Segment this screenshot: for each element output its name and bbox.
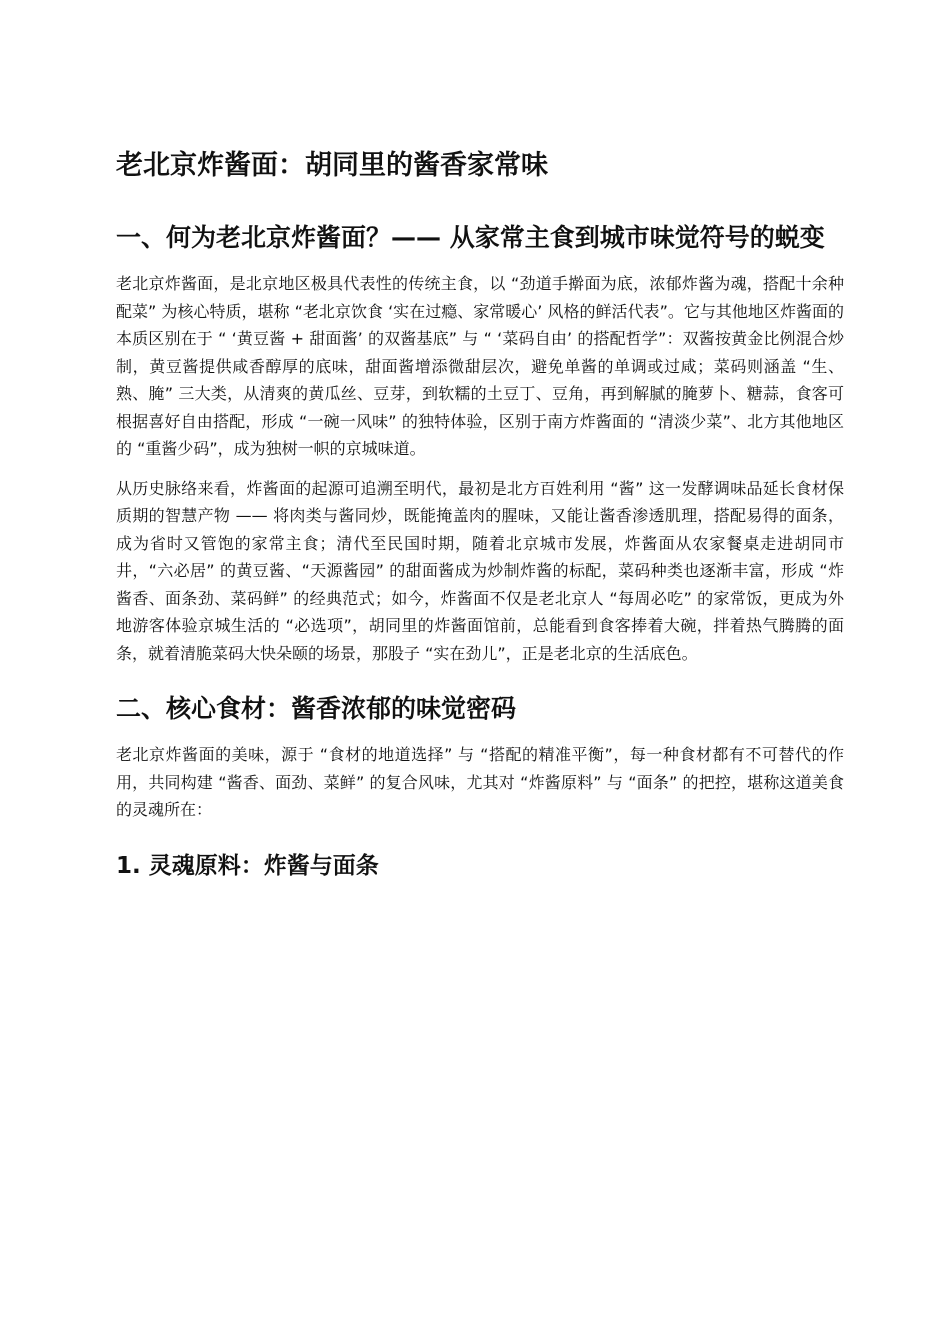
document-title: 老北京炸酱面：胡同里的酱香家常味 xyxy=(116,150,548,181)
section1-heading: 一、何为老北京炸酱面？—— 从家常主食到城市味觉符号的蜕变 xyxy=(116,223,825,252)
section1-paragraph1: 老北京炸酱面，是北京地区极具代表性的传统主食，以 “劲道手擀面为底，浓郁炸酱为魂，搭配十余种配菜” 为核心特质，堪称 “老北京饮食 ‘实在过瘾、家常暖心’ 风格的鲜活代表”。它与其他地区炸酱面的本质区别在于 “ ‘黄豆酱 + 甜面酱’ 的双酱基底” 与 “ ‘菜码自由’ 的搭配哲学”：双酱按黄金比例混合炒制，黄豆酱提供咸香醇厚的底味，甜面酱增添微甜层次，避免单酱的单调或过咸；菜码则涵盖 “生、熟、腌” 三大类，从清爽的黄瓜丝、豆芽，到软糯的土豆丁、豆角，再到解腻的腌萝卜、糖蒜，食客可根据喜好自由搭配，形成 “一碗一风味” 的独特体验，区别于南方炸酱面的 “清淡少菜”、北方其他地区的 “重酱少码”，成为独树一帜的京城味道。 xyxy=(116,274,844,458)
section2-heading: 二、核心食材：酱香浓郁的味觉密码 xyxy=(116,694,517,723)
section1-paragraph2: 从历史脉络来看，炸酱面的起源可追溯至明代，最初是北方百姓利用 “酱” 这一发酵调味品延长食材保质期的智慧产物 —— 将肉类与酱同炒，既能掩盖肉的腥味，又能让酱香渗透肌理，搭配易得的面条，成为省时又管饱的家常主食；清代至民国时期，随着北京城市发展，炸酱面从农家餐桌走进胡同市井，“六必居” 的黄豆酱、“天源酱园” 的甜面酱成为炒制炸酱的标配，菜码种类也逐渐丰富，形成 “炸酱香、面条劲、菜码鲜” 的经典范式；如今，炸酱面不仅是老北京人 “每周必吃” 的家常饭，更成为外地游客体验京城生活的 “必选项”，胡同里的炸酱面馆前，总能看到食客捧着大碗，拌着热气腾腾的面条，就着清脆菜码大快朵颐的场景，那股子 “实在劲儿”，正是老北京的生活底色。 xyxy=(116,478,844,663)
section2-subheading1: 1. 灵魂原料：炸酱与面条 xyxy=(116,852,379,879)
document-page xyxy=(116,140,844,886)
section2-paragraph1: 老北京炸酱面的美味，源于 “食材的地道选择” 与 “搭配的精准平衡”，每一种食材都有不可替代的作用，共同构建 “酱香、面劲、菜鲜” 的复合风味，尤其对 “炸酱原料” 与 “面条” 的把控，堪称这道美食的灵魂所在： xyxy=(116,745,844,819)
